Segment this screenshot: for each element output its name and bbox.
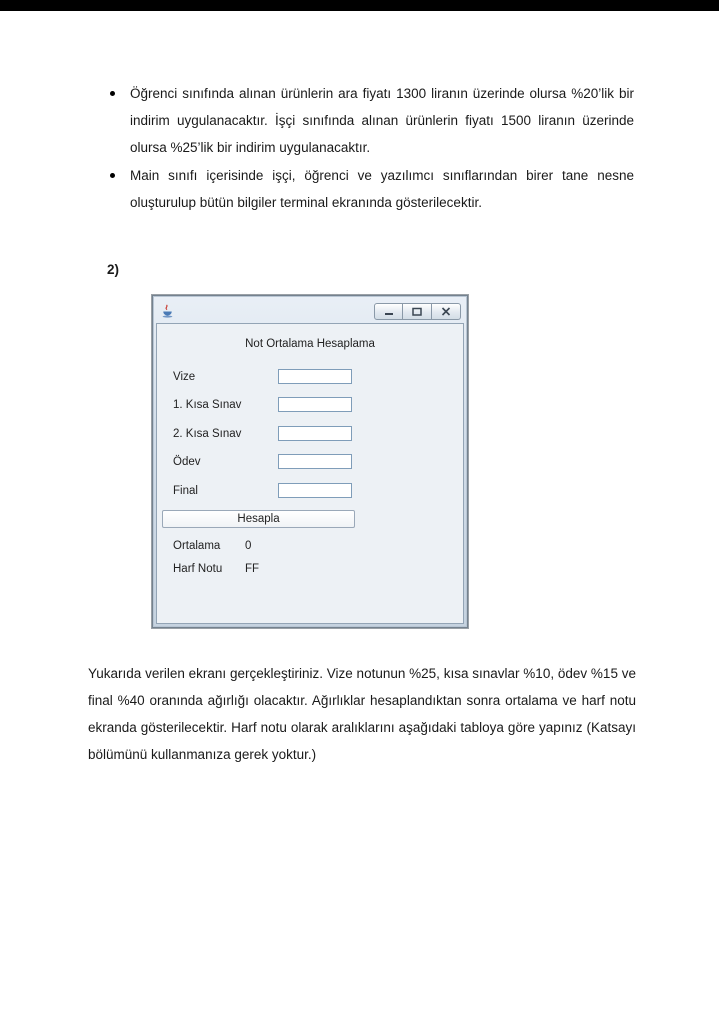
java-icon [159, 303, 175, 319]
vize-input[interactable] [278, 369, 352, 384]
odev-label: Ödev [173, 456, 201, 468]
bullet-item: Öğrenci sınıfında alınan ürünlerin ara fiyatı 1300 liranın üzerinde olursa %20’lik bir indirim uygulanacaktır. İşçi sınıfında alınan ürünlerin fiyatı 1500 liranın üzerinde olursa %25’lik bir indirim uygulanacaktır. [130, 80, 634, 161]
window-content [156, 323, 464, 624]
form-row [157, 426, 463, 444]
kisa-sinav-2-input[interactable] [278, 426, 352, 441]
top-black-bar [0, 0, 719, 11]
kisa-sinav-1-label: 1. Kısa Sınav [173, 399, 242, 411]
window-titlebar[interactable] [156, 299, 464, 323]
form-row [157, 397, 463, 415]
result-row [157, 540, 463, 558]
bullet-list [88, 80, 634, 217]
question-number: 2) [107, 262, 120, 277]
form-row [157, 369, 463, 387]
vize-label: Vize [173, 371, 196, 383]
window-heading: Not Ortalama Hesaplama [245, 338, 375, 350]
final-input[interactable] [278, 483, 352, 498]
result-row [157, 563, 463, 581]
ortalama-label: Ortalama [173, 540, 221, 552]
kisa-sinav-1-input[interactable] [278, 397, 352, 412]
closing-paragraph: Yukarıda verilen ekranı gerçekleştiriniz. Vize notunun %25, kısa sınavlar %10, ödev %15 ve final %40 oranında ağırlığı olacaktır. Ağırlıklar hesaplandıktan sonra ortalama ve harf notu ekranda gösterilecektir. Harf notu olarak aralıklarını aşağıdaki tabloya göre yapınız (Katsayı bölümünü kullanmanıza gerek yoktur.) [88, 666, 636, 762]
maximize-icon[interactable] [403, 303, 432, 320]
harf-notu-label: Harf Notu [173, 563, 223, 575]
bullet-item: Main sınıfı içerisinde işçi, öğrenci ve yazılımcı sınıflarından birer tane nesne oluşturulup bütün bilgiler terminal ekranında gösterilecektir. [130, 162, 634, 216]
ortalama-value: 0 [245, 540, 252, 552]
close-icon[interactable] [432, 303, 461, 320]
grade-calculator-window [152, 295, 468, 628]
harf-notu-value: FF [245, 563, 260, 575]
odev-input[interactable] [278, 454, 352, 469]
kisa-sinav-2-label: 2. Kısa Sınav [173, 428, 242, 440]
window-controls [374, 303, 461, 320]
form-row [157, 483, 463, 501]
final-label: Final [173, 485, 198, 497]
hesapla-button[interactable]: Hesapla [162, 510, 355, 528]
minimize-icon[interactable] [374, 303, 403, 320]
form-row [157, 454, 463, 472]
